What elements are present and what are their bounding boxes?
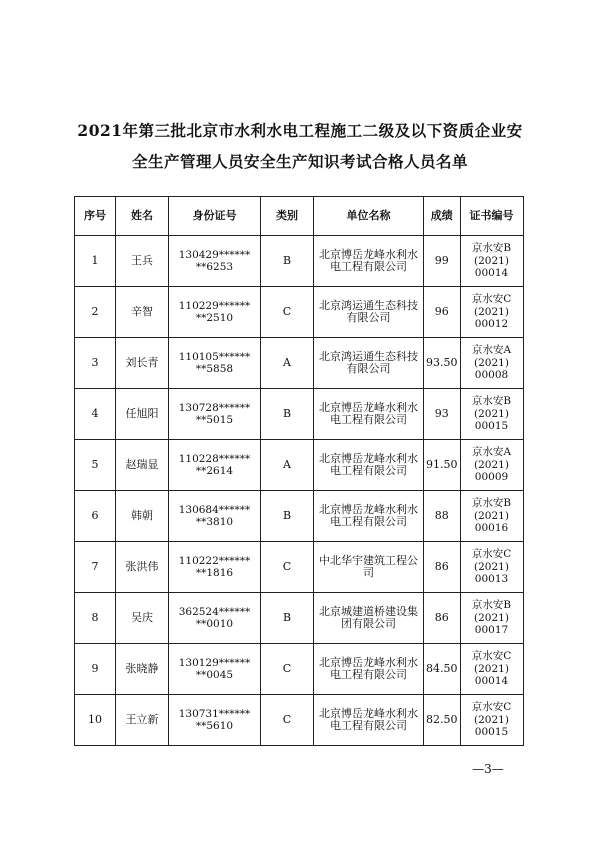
cell-no: 5 [75, 440, 116, 491]
cell-certificate-number [460, 287, 523, 338]
cell-category: B [261, 236, 314, 287]
header-score: 成绩 [424, 197, 461, 236]
cell-id-number [169, 542, 261, 593]
cert-part-3: 00008 [474, 369, 509, 382]
header-id-number: 身份证号 [169, 197, 261, 236]
id-part-1: 110229****** [178, 299, 251, 312]
table-body [75, 236, 524, 746]
cell-name: 辛智 [116, 287, 169, 338]
cert-part-1: 京水安A [471, 446, 512, 459]
cert-part-3: 00015 [474, 420, 509, 433]
table-row [75, 644, 524, 695]
table-row [75, 695, 524, 746]
id-part-1: 362524****** [178, 605, 251, 618]
cell-id-number [169, 491, 261, 542]
cell-id-number [169, 287, 261, 338]
cell-no: 1 [75, 236, 116, 287]
cell-unit-name: 北京城建道桥建设集团有限公司 [314, 593, 424, 644]
cert-part-2: (2021) [474, 458, 509, 471]
id-part-2: **1816 [195, 567, 234, 579]
cell-category: B [261, 491, 314, 542]
cert-part-3: 00009 [474, 471, 509, 484]
cell-name: 张洪伟 [116, 542, 169, 593]
cell-category: A [261, 440, 314, 491]
cell-unit-name: 北京博岳龙峰水利水电工程有限公司 [314, 236, 424, 287]
cell-name: 张晓静 [116, 644, 169, 695]
cell-no: 7 [75, 542, 116, 593]
cert-part-2: (2021) [474, 611, 509, 624]
page-title [60, 115, 540, 177]
cell-name: 韩朝 [116, 491, 169, 542]
cell-name: 刘长青 [116, 338, 169, 389]
cell-certificate-number [460, 440, 523, 491]
id-part-1: 130429****** [178, 248, 251, 261]
header-certificate-number: 证书编号 [460, 197, 523, 236]
header-name: 姓名 [116, 197, 169, 236]
cell-score: 88 [424, 491, 461, 542]
cell-no: 2 [75, 287, 116, 338]
cell-category: C [261, 695, 314, 746]
cell-name: 赵瑞显 [116, 440, 169, 491]
cell-id-number [169, 695, 261, 746]
id-part-2: **5858 [195, 363, 234, 375]
cell-unit-name: 北京鸿运通生态科技有限公司 [314, 287, 424, 338]
cell-unit-name: 北京鸿运通生态科技有限公司 [314, 338, 424, 389]
table-row [75, 287, 524, 338]
id-part-2: **3810 [195, 516, 234, 528]
cert-part-3: 00016 [474, 522, 509, 535]
cell-unit-name: 中北华宇建筑工程公司 [314, 542, 424, 593]
cert-part-2: (2021) [474, 509, 509, 522]
cell-name: 王立新 [116, 695, 169, 746]
cell-no: 6 [75, 491, 116, 542]
cell-id-number [169, 338, 261, 389]
cell-unit-name: 北京博岳龙峰水利水电工程有限公司 [314, 695, 424, 746]
table-row [75, 440, 524, 491]
cell-unit-name: 北京博岳龙峰水利水电工程有限公司 [314, 644, 424, 695]
id-part-2: **5015 [195, 414, 234, 426]
id-part-1: 130731****** [178, 707, 251, 720]
id-part-2: **0045 [195, 669, 234, 681]
cell-no: 8 [75, 593, 116, 644]
cert-part-3: 00017 [474, 624, 509, 637]
cell-certificate-number [460, 542, 523, 593]
id-part-1: 130129****** [178, 656, 251, 669]
cell-score: 91.50 [424, 440, 461, 491]
cell-id-number [169, 389, 261, 440]
cell-certificate-number [460, 644, 523, 695]
cert-part-2: (2021) [474, 356, 509, 369]
cell-score: 99 [424, 236, 461, 287]
cert-part-1: 京水安C [471, 701, 512, 714]
qualified-personnel-table [74, 196, 524, 746]
table-row [75, 389, 524, 440]
id-part-2: **2614 [195, 465, 234, 477]
cert-part-3: 00014 [474, 675, 509, 688]
id-part-1: 110105****** [178, 350, 251, 363]
cell-certificate-number [460, 389, 523, 440]
cell-id-number [169, 440, 261, 491]
cell-id-number [169, 644, 261, 695]
id-part-2: **2510 [195, 312, 234, 324]
cell-name: 吴庆 [116, 593, 169, 644]
cert-part-2: (2021) [474, 305, 509, 318]
table-row [75, 236, 524, 287]
cert-part-3: 00014 [474, 267, 509, 280]
cell-no: 9 [75, 644, 116, 695]
id-part-2: **6253 [195, 261, 234, 273]
cert-part-2: (2021) [474, 713, 509, 726]
table-row [75, 491, 524, 542]
cell-unit-name: 北京博岳龙峰水利水电工程有限公司 [314, 440, 424, 491]
cell-certificate-number [460, 236, 523, 287]
id-part-1: 130728****** [178, 401, 251, 414]
cert-part-3: 00012 [474, 318, 509, 331]
cert-part-1: 京水安B [471, 395, 512, 408]
cell-category: B [261, 593, 314, 644]
cell-id-number [169, 593, 261, 644]
title-line-2: 全生产管理人员安全生产知识考试合格人员名单 [131, 152, 468, 171]
cert-part-2: (2021) [474, 662, 509, 675]
cell-unit-name: 北京博岳龙峰水利水电工程有限公司 [314, 491, 424, 542]
cert-part-1: 京水安C [471, 650, 512, 663]
cell-score: 93.50 [424, 338, 461, 389]
cert-part-1: 京水安B [471, 599, 512, 612]
title-line-1: 2021年第三批北京市水利水电工程施工二级及以下资质企业安 [77, 121, 523, 140]
id-part-1: 110222****** [178, 554, 251, 567]
cell-name: 任旭阳 [116, 389, 169, 440]
header-no: 序号 [75, 197, 116, 236]
cell-certificate-number [460, 491, 523, 542]
cert-part-1: 京水安C [471, 548, 512, 561]
header-category: 类别 [261, 197, 314, 236]
id-part-1: 130684****** [178, 503, 251, 516]
id-part-2: **5610 [195, 720, 234, 732]
cell-score: 82.50 [424, 695, 461, 746]
cert-part-1: 京水安B [471, 497, 512, 510]
table-row [75, 542, 524, 593]
table-header-row [75, 197, 524, 236]
cell-no: 10 [75, 695, 116, 746]
table-row [75, 338, 524, 389]
header-unit-name: 单位名称 [314, 197, 424, 236]
cell-category: C [261, 287, 314, 338]
id-part-1: 110228****** [178, 452, 251, 465]
cell-score: 84.50 [424, 644, 461, 695]
cell-score: 93 [424, 389, 461, 440]
cell-category: B [261, 389, 314, 440]
cert-part-2: (2021) [474, 254, 509, 267]
cell-category: C [261, 542, 314, 593]
cell-name: 王兵 [116, 236, 169, 287]
cell-score: 96 [424, 287, 461, 338]
cert-part-2: (2021) [474, 407, 509, 420]
table-row [75, 593, 524, 644]
cert-part-3: 00015 [474, 726, 509, 739]
cert-part-3: 00013 [474, 573, 509, 586]
id-part-2: **0010 [195, 618, 234, 630]
cell-no: 3 [75, 338, 116, 389]
page-number: —3— [472, 762, 504, 776]
cell-score: 86 [424, 593, 461, 644]
cell-id-number [169, 236, 261, 287]
cert-part-2: (2021) [474, 560, 509, 573]
cert-part-1: 京水安A [471, 344, 512, 357]
cell-certificate-number [460, 593, 523, 644]
cell-category: C [261, 644, 314, 695]
cell-no: 4 [75, 389, 116, 440]
cert-part-1: 京水安B [471, 242, 512, 255]
cert-part-1: 京水安C [471, 293, 512, 306]
cell-category: A [261, 338, 314, 389]
cell-certificate-number [460, 695, 523, 746]
cell-unit-name: 北京博岳龙峰水利水电工程有限公司 [314, 389, 424, 440]
cell-certificate-number [460, 338, 523, 389]
cell-score: 86 [424, 542, 461, 593]
